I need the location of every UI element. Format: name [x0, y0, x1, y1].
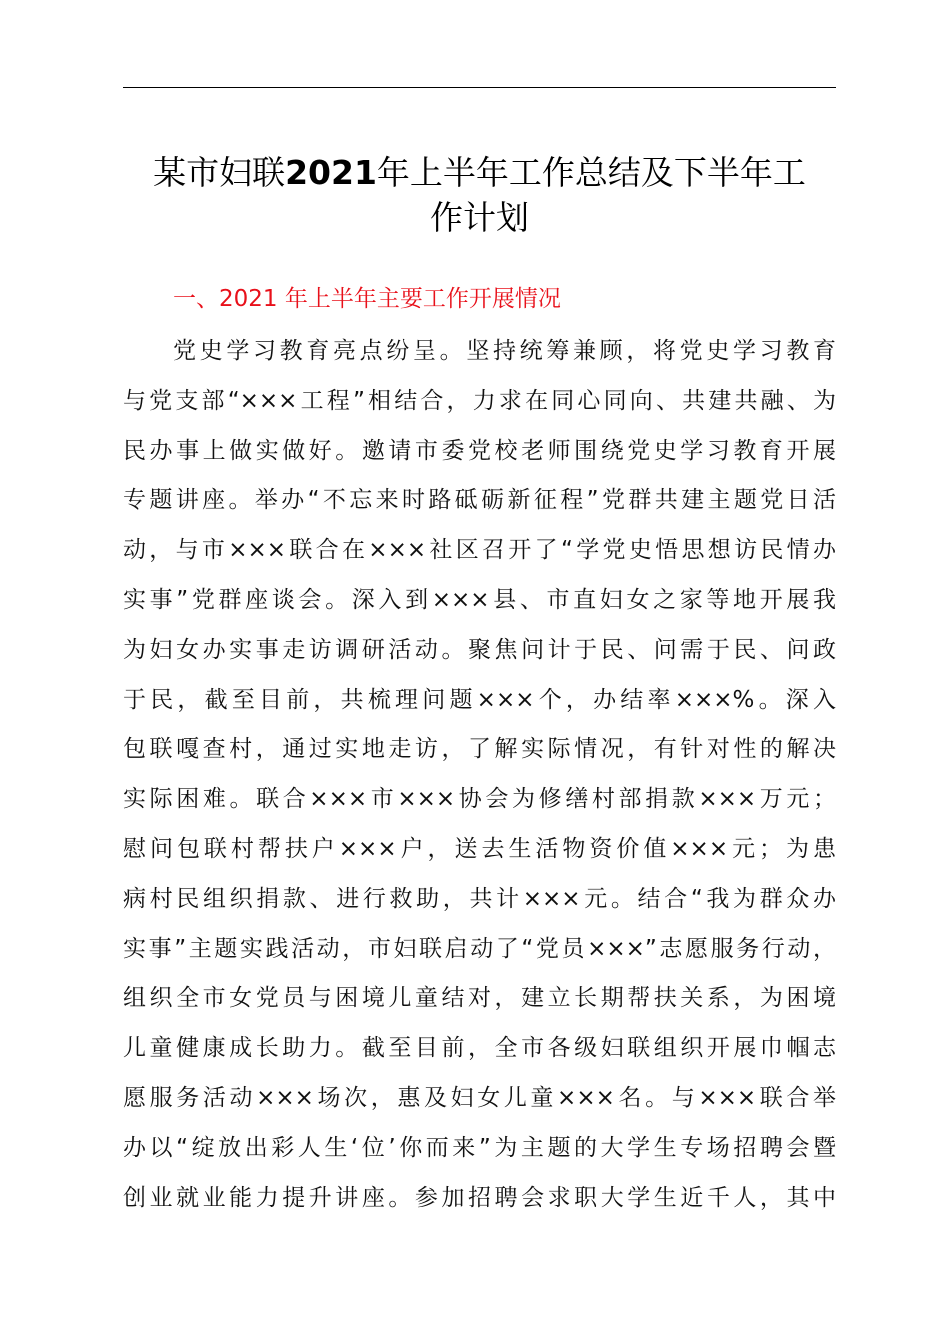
paragraph-line: 愿服务活动×××场次，惠及妇女儿童×××名。与×××联合举	[123, 1084, 836, 1111]
paragraph-line: 创业就业能力提升讲座。参加招聘会求职大学生近千人，其中	[123, 1184, 836, 1211]
paragraph-line: 民办事上做实做好。邀请市委党校老师围绕党史学习教育开展	[123, 437, 836, 464]
paragraph-line: 包联嘎查村，通过实地走访，了解实际情况，有针对性的解决	[123, 736, 836, 763]
paragraph-line: 党史学习教育亮点纷呈。坚持统筹兼顾，将党史学习教育	[173, 338, 836, 364]
paragraph-line: 为妇女办实事走访调研活动。聚焦问计于民、问需于民、问政	[123, 636, 836, 663]
paragraph-line: 病村民组织捐款、进行救助，共计×××元。结合“我为群众办	[123, 885, 836, 912]
body-paragraph	[123, 327, 836, 1223]
paragraph-line: 实际困难。联合×××市×××协会为修缮村部捐款×××万元；	[123, 786, 836, 813]
paragraph-line: 慰问包联村帮扶户×××户，送去生活物资价值×××元；为患	[123, 835, 836, 862]
paragraph-line: 动，与市×××联合在×××社区召开了“学党史悟思想访民情办	[123, 537, 836, 564]
title-year: 2021	[285, 153, 377, 192]
title-line-2: 作计划	[430, 198, 529, 237]
title-text-b: 年上半年工作总结及下半年工	[376, 153, 806, 192]
section-heading: 一、2021 年上半年主要工作开展情况	[173, 286, 561, 312]
header-rule	[123, 87, 836, 88]
paragraph-line: 办以“绽放出彩人生‘位’你而来”为主题的大学生专场招聘会暨	[123, 1134, 836, 1161]
document-title	[123, 150, 836, 240]
paragraph-line: 实事”党群座谈会。深入到×××县、市直妇女之家等地开展我	[123, 586, 836, 613]
paragraph-line: 与党支部“×××工程”相结合，力求在同心同向、共建共融、为	[123, 387, 836, 414]
paragraph-line: 实事”主题实践活动，市妇联启动了“党员×××”志愿服务行动，	[123, 935, 836, 962]
paragraph-line: 专题讲座。举办“不忘来时路砥砺新征程”党群共建主题党日活	[123, 487, 836, 514]
title-text-a: 某市妇联	[153, 153, 286, 192]
paragraph-line: 于民，截至目前，共梳理问题×××个，办结率×××%。深入	[123, 686, 836, 713]
title-line-1	[123, 150, 836, 195]
paragraph-line: 儿童健康成长助力。截至目前，全市各级妇联组织开展巾帼志	[123, 1035, 836, 1062]
paragraph-line: 组织全市女党员与困境儿童结对，建立长期帮扶关系，为困境	[123, 985, 836, 1012]
